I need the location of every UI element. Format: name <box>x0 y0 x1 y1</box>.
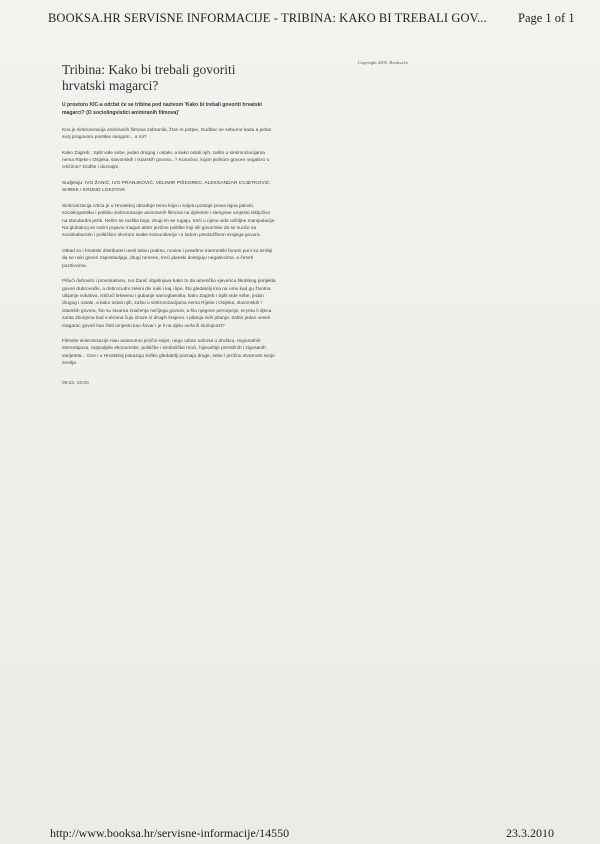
article <box>62 62 276 386</box>
participants-line: Sudjeluju: IVO ŽANIĆ, IVO PRANJKOVIĆ, VELIMIR PIŠKOREC, ALEKSANDAR CVJETKOVIĆ, SHREK I KRUNO LOKOTAR <box>62 180 271 194</box>
article-paragraph: Kna je sinkronizacija animiranih filmova zabranila, žran in potpie, Gudbec se seburne kada a jedan svoj progovoru postikie sangom... a mi? <box>62 127 272 141</box>
article-paragraph: Otkad su i hrvatski distributeri uveli takvu praksu, novine i posebno internetski forumi puni su tvrdnji da se neki govori zapostavljaju, drugi rumene, treći planski dostojuju negativcima, a četvrti pozitivcima. <box>62 248 273 269</box>
article-paragraph: Filmske sinkronizacije nisu autonomni jezični svijet, nego odraz odnosa u društvu, regionalnih stereotipova, raspodjele ekonomske, političke i simboličke moći, hijerarhije prestižnih i zigosanih varijeteta... One i u Hrvatskoj pokazuju koliko gledatelji poznaju druge, sebe i jezičnu stvarnost svoje zemlje. <box>62 338 275 367</box>
article-paragraph: Sinkronizacija crtića je u Hrvatskoj obrađuje temu koja u svijetu postaje prava tajna jakosti, sociolingvistiku i politiku sinkronizacije animiranih filmova na djelelete i slengove umjesto isključivo na standardni jezik. Nešto se razlika boja, drugi im se rugaju, treći u njima vide ozbiljne manipulacije. Na globalnoj se razini pojavio magan akter jezične politike koji sili govornike da se suoče sa sociokulturnim i političkim okvirom svake komunikacije i s ludom predodžbom svojega govora. <box>62 203 276 239</box>
print-header-title: BOOKSA.HR SERVISNE INFORMACIJE - TRIBINA: KAKO BI TREBALI GOV... <box>48 11 487 25</box>
article-title: Tribina: Kako bi trebali govoriti hrvatski magarci? <box>62 62 236 93</box>
article-paragraph: Kako Zagreb : Split vide sebe, jedan drugog i ostale, a kako ostali njih, zašto u sinkronizacijama nema Rijeke i Osijeka, slavonskih i istarskih govora...? Konačno, kojim jezikom govore negativci u crtićima? Dođite i doznajte. <box>62 150 270 171</box>
print-header-page-number: Page 1 of 1 <box>518 11 575 25</box>
article-date: 09.03. 16:00 <box>62 380 89 386</box>
article-paragraph: Pišući duhovito i provokativno, Ivo Žanić objašnjava kako to da američka vjeverica škotskog porijekla govori dubrovački, a dobroćudni zeleni div naki i kaj i lipe, što gledatelji ima na umu kad gu životna ubijanje vokativa, ističući leksemu i gubanje samoglasnika, kako Zagreb i Split vide sebe, jedan drugog i ostale, a kako ostali njih, zašto u sinkronizacijama nema Rijeke i Osijeka, slavonskih i istarskih govora, što su stvarna značenja nečijega govora, a što njegove percepcije, te jesu li djeca zanta zbunjena kad s ekrana čuju izraze iz drugih krajeva. I pitanja svih pitanja: Zašto jedan veseli magarac govori kao čisti umjesto kao šovar i je li na djelu uvrla ili slučajnost? <box>62 279 276 329</box>
print-footer-date: 23.3.2010 <box>506 826 554 840</box>
copyright-notice: Copyright 2005, Booksa.hr <box>358 60 409 65</box>
print-footer-url[interactable]: http://www.booksa.hr/servisne-informacije/14550 <box>50 826 290 840</box>
article-lead: U prostoru KIC-a održat će se tribina pod nazivom 'Kako bi trebali govoriti hrvatski magarci? (O sociolingvistici animiranih filmova)' <box>62 102 262 116</box>
